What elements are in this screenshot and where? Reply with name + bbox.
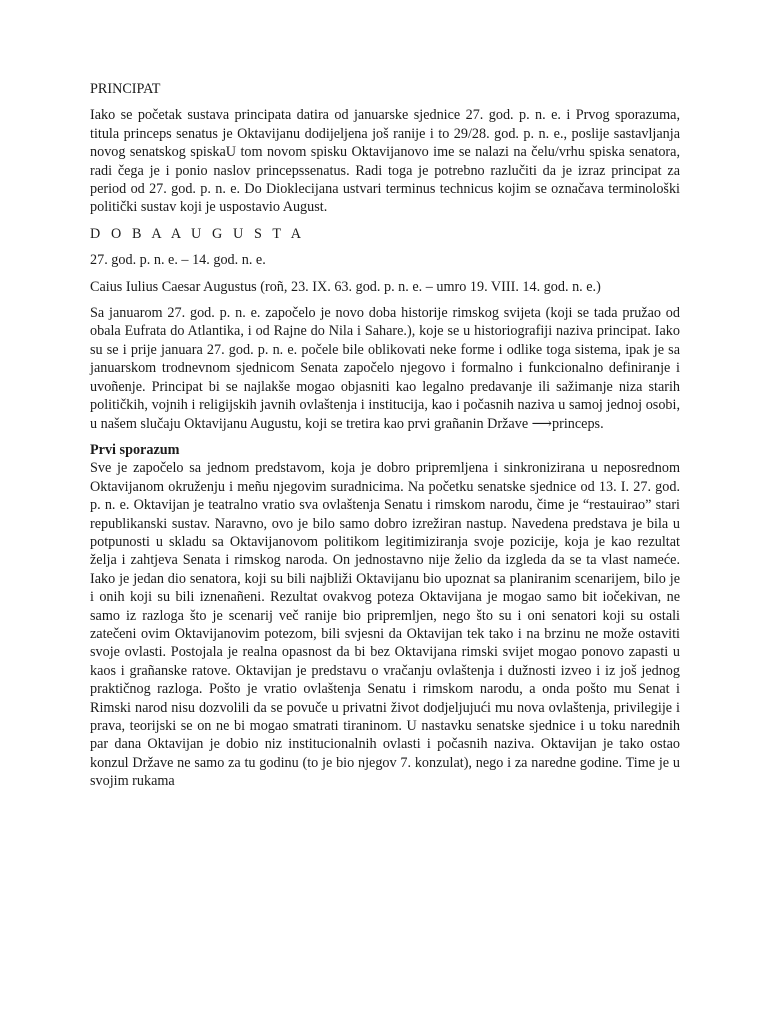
document-page xyxy=(90,80,680,791)
date-range: 27. god. p. n. e. – 14. god. n. e. xyxy=(90,252,266,269)
subheading: Prvi sporazum xyxy=(90,441,180,458)
era-paragraph: Sa januarom 27. god. p. n. e. započelo je novo doba historije rimskog svijeta (koji se tada pružao od obala Eufrata do Atlantika, i od Rajne do Nila i Sahare.), koje se u historiografiji naziva principat. Iako su se i prije januara 27. god. p. n. e. počele bile oblikovati neke forme i odlike toga sistema, ipak je sa januarskom trodnevnom sjednicom Senata započelo njegovo i formalno i funkcionalno definiranje i uvoñenje. Principat bi se najlakše mogao objasniti kao legalno predavanje ili sažimanje niza starih političkih, vojnih i religijskih javnih ovlaštenja i institucija, kao i počasnih naziva u samoj jednoj osobi, u našem slučaju Oktavijanu Augustu, koji se tretira kao prvi grañanin Države ⟶princeps. xyxy=(90,305,680,432)
document-title: PRINCIPAT xyxy=(90,81,161,97)
spacer xyxy=(90,243,680,251)
spacer xyxy=(90,296,680,304)
spacer xyxy=(90,98,680,106)
spacer xyxy=(90,217,680,225)
agreement-paragraph: Sve je započelo sa jednom predstavom, koja je dobro pripremljena i sinkronizirana u neposrednom Oktavijanom okruženju i meñu njegovim suradnicima. Na početku senatske sjednice od 13. I. 27. god. p. n. e. Oktavijan je teatralno vratio sva ovlaštenja Senatu i rimskom narodu, čime je “restauirao” stari republikanski sustav. Naravno, ovo je bilo samo dobro izrežiran nastup. Navedena predstava je bila u potpunosti u skladu sa Oktavijanovom politikom legitimiziranja svoje pozicije, koja je kao rezultat želja i zahtjeva Senata i rimskog naroda. On jednostavno nije želio da izgleda da se ta vlast nameće. Iako je jedan dio senatora, koji su bili najbliži Oktavijanu bio upoznat sa planiranim scenarijem, bilo je i onih koji su bili iznenañeni. Rezultat ovakvog poteza Oktavijana je mogao samo bit iočekivan, ne samo iz razloga što je scenarij več ranije bio pripremljen, nego što su i oni senatori koji su ostali zatečeni ovim Oktavijanovim potezom, bili svjesni da Oktavijan tek tako i na brzinu ne može ostaviti svoje ovlasti. Postojala je realna opasnost da bi bez Oktavijana rimski svijet mogao ponovo zapasti u kaos i grañanske ratove. Oktavijan je predstavu o vračanju ovlaštenja i dužnosti izveo i iz još jednog praktičnog razloga. Pošto je vratio ovlaštenja Senatu i rimskom narodu, a onda pošto mu Senat i Rimski narod nisu dozvolili da se povuče u privatni život dodjeljujući mu nova ovlaštenja, privilegije i prava, teorijski se on ne bi mogao smatrati tiraninom. U nastavku senatske sjednice i u toku narednih par dana Oktavijan je dobio niz institucionalnih ovlasti i počasnih naziva. Oktavijan je tako ostao konzul Države ne samo za tu godinu (to je bio njegov 7. konzulat), nego i za naredne godine. Time je u svojim rukama xyxy=(90,460,680,790)
spacer xyxy=(90,270,680,278)
spacer xyxy=(90,433,680,441)
emperor-line: Caius Iulius Caesar Augustus (roñ, 23. IX. 63. god. p. n. e. – umro 19. VIII. 14. god. n. e.) xyxy=(90,278,601,295)
section-heading: D O B A A U G U S T A xyxy=(90,225,305,242)
intro-paragraph: Iako se početak sustava principata datira od januarske sjednice 27. god. p. n. e. i Prvog sporazuma, titula princeps senatus je Oktavijanu dodijeljena još ranije i to 29/28. god. p. n. e., poslije sastavljanja novog senatskog spiskaU tom novom spisku Oktavijanovo ime se nalazi na čelu/vrhu spiska senatora, radi čega je i ponio naslov princepssenatus. Radi toga je potrebno razlučiti da je izraz principat za period od 27. god. p. n. e. Do Dioklecijana ustvari terminus technicus kojim se označava terminološki politički sustav koji je uspostavio August. xyxy=(90,107,680,216)
